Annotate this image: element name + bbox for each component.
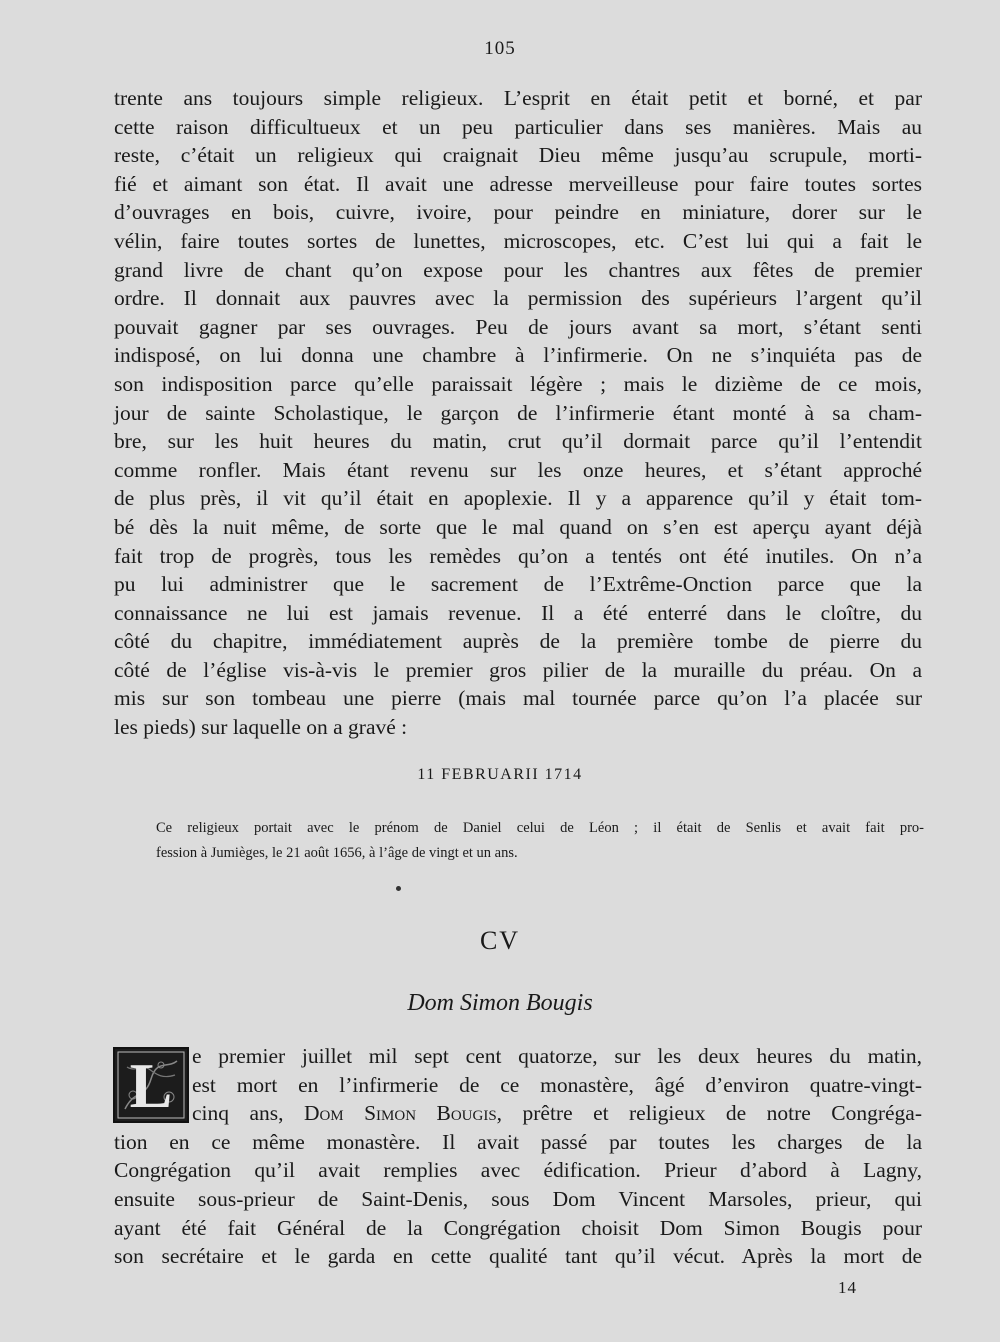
text-line: son secrétaire et le garda en cette qualité tant qu’il vécut. Après la mort de (114, 1244, 922, 1269)
text-line: fait trop de progrès, tous les remèdes qu’on a tentés ont été inutiles. On n’a (114, 543, 922, 568)
text-line: e premier juillet mil sept cent quatorze, sur les deux heures du matin, (192, 1044, 922, 1068)
text-segment: , prêtre et religieux de notre Congréga- (496, 1101, 922, 1126)
section-title: Dom Simon Bougis (407, 990, 593, 1016)
text-line: comme ronfler. Mais étant revenu sur les onze heures, et s’étant approché (114, 457, 922, 482)
text-line: vélin, faire toutes sortes de lunettes, microscopes, etc. C’est lui qui a fait le (114, 228, 922, 253)
name-small-caps: Dom Simon Bougis (303, 1101, 497, 1126)
text-line: tion en ce même monastère. Il avait passé par toutes les charges de la (114, 1129, 922, 1154)
text-line: ordre. Il donnait aux pauvres avec la permission des supérieurs l’argent qu’il (114, 286, 922, 311)
text-line: ensuite sous-prieur de Saint-Denis, sous Dom Vincent Marsoles, prieur, qui (114, 1186, 922, 1211)
main-paragraph (114, 84, 922, 742)
text-line: est mort en l’infirmerie de ce monastère, âgé d’environ quatre-vingt- (192, 1072, 922, 1097)
footnote-line: fession à Jumièges, le 21 août 1656, à l’âge de vingt et un ans. (156, 845, 518, 861)
text-line: jour de sainte Scholastique, le garçon de l’infirmerie étant monté à sa cham- (114, 400, 922, 425)
text-line: reste, c’était un religieux qui craignait Dieu même jusqu’au scrupule, morti- (114, 143, 922, 168)
section-paragraph (114, 1042, 922, 1271)
text-line: fié et aimant son état. Il avait une adresse merveilleuse pour faire toutes sortes (114, 171, 922, 196)
text-line (114, 1099, 922, 1128)
drop-cap-letter: L (129, 1050, 173, 1121)
text-line: grand livre de chant qu’on expose pour les chantres aux fêtes de premier (114, 257, 922, 282)
text-line: les pieds) sur laquelle on a gravé : (114, 715, 408, 740)
footnote (156, 816, 924, 866)
page-number-top: 105 (484, 38, 516, 59)
text-line: bé dès la nuit même, de sorte que le mal quand on s’en est aperçu ayant déjà (114, 514, 922, 539)
text-line: trente ans toujours simple religieux. L’esprit en était petit et borné, et par (114, 86, 922, 110)
text-line: d’ouvrages en bois, cuivre, ivoire, pour peindre en miniature, dorer sur le (114, 200, 922, 225)
signature-mark: 14 (838, 1278, 857, 1297)
text-line: de plus près, il vit qu’il était en apoplexie. Il y a apparence qu’il y était tom- (114, 486, 922, 511)
text-line: mis sur son tombeau une pierre (mais mal tournée parce qu’on l’a placée sur (114, 686, 922, 711)
text-line: bre, sur les huit heures du matin, crut qu’il dormait parce qu’il l’entendit (114, 429, 922, 454)
text-line: côté de l’église vis-à-vis le premier gros pilier de la muraille du préau. On a (114, 657, 922, 682)
text-segment: cinq ans, (192, 1101, 304, 1126)
text-line: côté du chapitre, immédiatement auprès de la première tombe de pierre du (114, 629, 922, 654)
text-line: indisposé, on lui donna une chambre à l’infirmerie. On ne s’inquiéta pas de (114, 343, 922, 368)
text-line: connaissance ne lui est jamais revenue. Il a été enterré dans le cloître, du (114, 600, 922, 625)
text-line: cette raison difficultueux et un peu particulier dans ses manières. Mais au (114, 114, 922, 139)
section-number: CV (479, 926, 521, 955)
text-line: son indisposition parce qu’elle paraissait légère ; mais le dizième de ce mois, (114, 371, 922, 396)
text-line: pu lui administrer que le sacrement de l’Extrême-Onction parce que la (114, 572, 922, 597)
text-line: ayant été fait Général de la Congrégation choisit Dom Simon Bougis pour (114, 1215, 922, 1240)
text-line: Congrégation qu’il avait remplies avec édification. Prieur d’abord à Lagny, (114, 1158, 922, 1183)
ornament-dot (396, 886, 401, 891)
footnote-line: Ce religieux portait avec le prénom de Daniel celui de Léon ; il était de Senlis et avait fait pro- (156, 820, 924, 836)
text-line: pouvait gagner par ses ouvrages. Peu de jours avant sa mort, s’étant senti (114, 314, 922, 339)
epitaph-date: 11 FEBRUARII 1714 (417, 766, 583, 783)
